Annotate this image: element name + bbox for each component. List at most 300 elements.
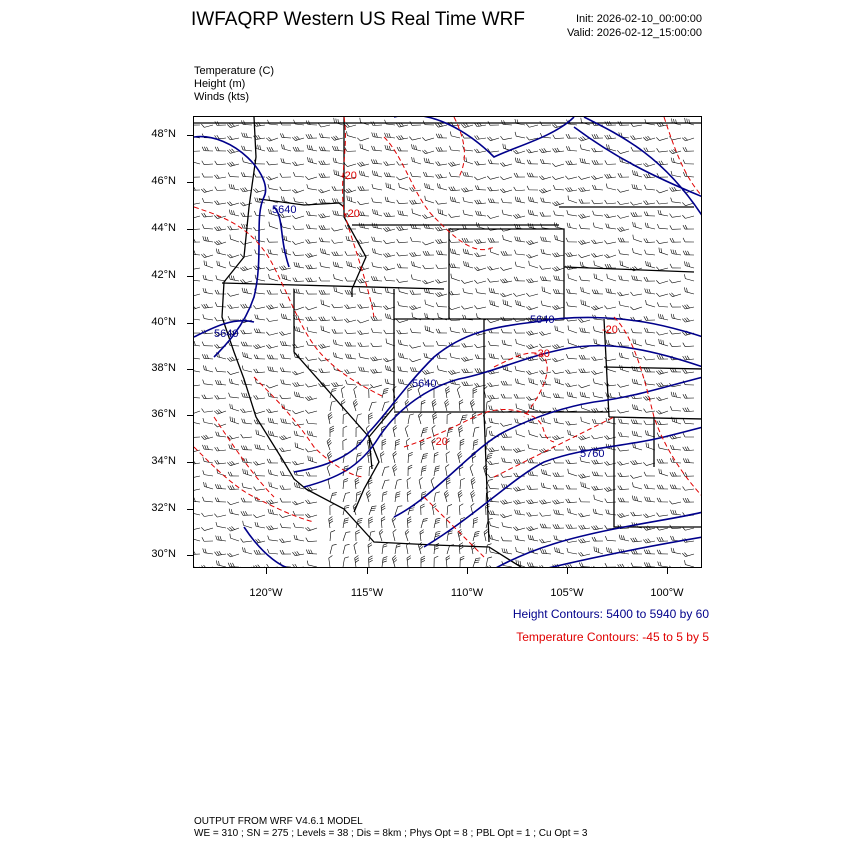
wind-barb xyxy=(371,209,383,216)
wind-barb xyxy=(670,458,681,463)
wind-barb xyxy=(500,160,512,167)
temp-contour xyxy=(404,410,554,448)
temperature-contour-label: -30 xyxy=(534,348,550,360)
wind-barb xyxy=(384,276,395,281)
wind-barb xyxy=(410,290,421,294)
wind-barb xyxy=(343,556,349,568)
wind-barb xyxy=(254,472,265,476)
wind-barb xyxy=(470,490,477,502)
wind-barb xyxy=(227,251,239,258)
wind-barb xyxy=(618,353,630,359)
wind-barb xyxy=(409,303,421,310)
wind-barb xyxy=(385,183,397,190)
wind-barb xyxy=(657,511,668,517)
wind-barb xyxy=(253,186,265,193)
wind-barb xyxy=(513,290,525,297)
wind-barb xyxy=(631,419,642,424)
wind-barb xyxy=(593,261,605,268)
wind-barb xyxy=(540,483,552,489)
wind-barb xyxy=(356,426,360,437)
wind-barb xyxy=(194,238,200,242)
map-panel xyxy=(193,116,702,568)
wind-barb xyxy=(358,329,369,335)
wind-barb xyxy=(405,425,412,437)
wind-barb xyxy=(604,251,616,258)
wind-barb xyxy=(514,329,525,333)
wind-barb xyxy=(630,199,642,206)
wind-barb xyxy=(396,121,408,127)
wind-barb xyxy=(631,276,642,281)
wind-barb xyxy=(267,147,278,151)
wind-barb xyxy=(279,537,291,543)
wind-barb xyxy=(369,505,376,517)
wind-barb xyxy=(345,147,356,151)
wind-barb xyxy=(513,524,525,531)
wind-barb xyxy=(371,276,382,281)
wind-barb xyxy=(319,238,330,242)
wind-barb xyxy=(357,160,369,167)
wind-barb xyxy=(656,264,668,271)
wind-barb xyxy=(266,524,278,530)
wind-barb xyxy=(330,400,336,412)
lon-tick xyxy=(667,568,668,574)
wind-barb xyxy=(618,328,629,333)
wind-barb xyxy=(254,355,265,359)
wind-barb xyxy=(227,368,239,375)
wind-barb xyxy=(552,251,564,257)
wind-barb xyxy=(305,303,317,310)
wind-barb xyxy=(241,483,253,489)
wind-barb xyxy=(384,197,396,203)
wind-barb xyxy=(461,303,473,310)
wind-barb xyxy=(279,433,291,440)
wind-barb xyxy=(318,121,330,127)
wind-barb xyxy=(201,186,213,193)
wind-barb xyxy=(683,147,694,151)
wind-barb xyxy=(448,368,460,375)
wind-barb xyxy=(293,225,304,230)
wind-barb xyxy=(540,417,552,424)
wind-barb xyxy=(567,469,579,476)
wind-barb xyxy=(397,210,408,216)
wind-barb xyxy=(319,147,330,151)
wind-barb xyxy=(319,199,330,203)
wind-barb xyxy=(580,118,592,125)
wind-barb xyxy=(592,537,603,541)
wind-barb xyxy=(371,328,382,333)
wind-barb xyxy=(592,185,603,190)
wind-barb xyxy=(657,561,668,567)
wind-barb xyxy=(488,353,500,359)
wind-barb xyxy=(418,412,425,424)
wind-barb xyxy=(578,173,590,180)
wind-barb xyxy=(357,199,369,205)
temp-contour xyxy=(194,447,314,522)
wind-barb xyxy=(353,399,360,411)
wind-barb xyxy=(513,212,525,219)
wind-barb xyxy=(552,355,564,362)
wind-barb xyxy=(371,302,382,307)
wind-barb xyxy=(203,261,215,268)
wind-barb xyxy=(447,413,451,424)
wind-barb xyxy=(553,547,565,554)
wind-barb xyxy=(281,274,293,281)
wind-barb xyxy=(514,394,525,398)
wind-barb xyxy=(330,491,337,503)
wind-barb xyxy=(436,238,447,244)
wind-barb xyxy=(475,222,487,229)
height-contour xyxy=(274,207,289,267)
wind-barb xyxy=(527,173,538,177)
lat-label-44: 44°N xyxy=(151,222,176,234)
wind-barb xyxy=(214,238,226,245)
wind-barb xyxy=(215,536,226,541)
wind-barb xyxy=(578,251,590,258)
wind-barb xyxy=(371,132,382,138)
wind-barb xyxy=(382,439,386,450)
wind-barb xyxy=(657,444,669,450)
wind-barb xyxy=(241,537,252,542)
lat-label-38: 38°N xyxy=(151,362,176,374)
wind-barb xyxy=(605,184,617,190)
wind-barb xyxy=(526,121,538,128)
wind-barb xyxy=(279,264,291,270)
height-contour xyxy=(494,512,702,568)
wind-barb xyxy=(384,212,395,217)
wind-barb xyxy=(527,535,539,541)
wind-barb xyxy=(488,186,499,191)
wind-barb xyxy=(657,420,668,425)
wind-barb xyxy=(281,248,293,255)
wind-barb xyxy=(553,393,564,398)
wind-barb xyxy=(644,472,655,476)
wind-barb xyxy=(381,517,386,528)
wind-barb xyxy=(194,225,200,230)
wind-barb xyxy=(500,498,512,505)
wind-barb xyxy=(241,172,252,177)
wind-barb xyxy=(326,438,333,450)
wind-barb xyxy=(194,276,200,281)
wind-barb xyxy=(579,498,590,502)
wind-barb xyxy=(462,288,474,294)
wind-barb xyxy=(605,199,616,204)
wind-barb xyxy=(266,329,278,336)
wind-barb xyxy=(473,426,479,438)
wind-barb xyxy=(473,439,478,450)
wind-barb xyxy=(420,530,425,541)
wind-barb xyxy=(305,407,317,414)
wind-barb xyxy=(579,355,590,359)
wind-barb xyxy=(486,517,493,529)
wind-barb xyxy=(604,303,616,309)
wind-barb xyxy=(513,498,525,505)
wind-barb xyxy=(579,328,590,333)
wind-barb xyxy=(293,277,304,282)
wind-barb xyxy=(501,235,513,242)
wind-barb xyxy=(194,314,201,320)
wind-barb xyxy=(605,223,616,229)
wind-barb xyxy=(228,275,240,281)
wind-barb xyxy=(553,211,564,216)
wind-barb xyxy=(528,261,540,268)
wind-barb xyxy=(593,274,605,281)
wind-barb xyxy=(202,173,213,177)
lat-label-46: 46°N xyxy=(151,175,176,187)
wind-barb xyxy=(241,133,252,138)
wind-barb xyxy=(471,477,477,489)
wind-barb xyxy=(240,186,252,192)
wind-barb xyxy=(461,355,473,362)
wind-barb xyxy=(202,147,213,151)
wind-barb xyxy=(448,303,460,310)
wind-barb xyxy=(319,290,330,294)
wind-barb xyxy=(202,470,213,476)
wind-barb xyxy=(383,355,395,362)
wind-barb xyxy=(487,381,499,387)
wind-barb xyxy=(449,353,461,359)
wind-barb xyxy=(254,236,266,242)
map-canvas xyxy=(194,117,702,568)
wind-barb xyxy=(240,277,252,284)
wind-barb xyxy=(632,235,644,242)
wind-barb xyxy=(319,368,330,373)
wind-barb xyxy=(229,235,241,242)
wind-barb xyxy=(241,547,253,554)
wind-barb xyxy=(553,418,565,424)
wind-barb xyxy=(644,550,655,554)
wind-barb xyxy=(566,548,578,554)
wind-barb xyxy=(527,562,538,567)
wind-barb xyxy=(592,485,603,490)
wind-barb xyxy=(488,199,499,203)
wind-barb xyxy=(194,329,200,333)
wind-barb xyxy=(202,445,213,450)
wind-barb xyxy=(540,264,551,270)
wind-barb xyxy=(319,316,330,321)
wind-barb xyxy=(579,287,591,294)
wind-barb xyxy=(410,328,421,333)
wind-barb xyxy=(579,145,591,151)
wind-barb xyxy=(332,146,343,151)
wind-barb xyxy=(565,381,577,387)
wind-barb xyxy=(228,485,239,490)
wind-barb xyxy=(423,342,434,346)
wind-barb xyxy=(593,495,605,502)
temp-contour xyxy=(664,117,702,197)
wind-barb xyxy=(366,490,373,502)
wind-barb xyxy=(644,355,655,360)
wind-barb xyxy=(343,543,350,555)
wind-barb xyxy=(475,160,486,165)
wind-barb xyxy=(292,186,304,194)
wind-barb xyxy=(591,563,603,568)
wind-barb xyxy=(592,379,604,385)
wy-box xyxy=(449,229,564,319)
variable-height-label: Height (m) xyxy=(194,78,246,90)
wind-barb xyxy=(669,290,681,297)
wind-barb xyxy=(306,316,317,321)
wind-barb xyxy=(459,400,464,411)
wind-barb xyxy=(617,459,629,466)
wind-barb xyxy=(553,185,564,190)
wind-barb xyxy=(408,465,412,476)
wind-barb xyxy=(683,342,694,347)
wind-barb xyxy=(214,199,226,205)
wind-barb xyxy=(254,394,265,399)
wind-barb xyxy=(254,121,265,127)
wind-barb xyxy=(473,387,477,398)
wind-barb xyxy=(328,556,333,567)
wind-barb xyxy=(474,121,486,127)
wind-barb xyxy=(423,264,434,269)
wind-barb xyxy=(446,452,451,463)
wind-barb xyxy=(241,329,252,334)
wind-barb xyxy=(279,446,291,452)
wind-barb xyxy=(605,509,616,515)
wind-barb xyxy=(358,342,369,347)
wind-barb xyxy=(591,433,603,439)
wind-barb xyxy=(656,238,668,244)
wind-barb xyxy=(227,498,239,505)
wind-barb xyxy=(631,222,643,229)
wind-barb xyxy=(359,144,371,151)
wind-barb xyxy=(605,173,616,178)
wind-barb xyxy=(371,184,383,190)
wind-barb xyxy=(194,407,200,414)
wind-barb xyxy=(371,248,383,255)
wind-barb xyxy=(202,303,213,308)
wind-barb xyxy=(280,173,291,177)
wind-barb xyxy=(345,329,356,334)
wind-barb xyxy=(553,524,564,528)
wind-barb xyxy=(434,465,440,477)
wind-barb xyxy=(448,160,460,167)
wind-barb xyxy=(242,469,254,476)
wind-barb xyxy=(380,451,386,463)
wind-barb xyxy=(475,199,486,204)
wind-barb xyxy=(470,399,477,411)
wind-barb xyxy=(391,516,398,528)
wind-barb xyxy=(618,432,629,437)
wind-barb xyxy=(656,407,668,414)
wind-barb xyxy=(592,472,603,476)
wind-barb xyxy=(488,510,499,515)
wind-barb xyxy=(683,225,694,229)
wind-barb xyxy=(566,134,577,138)
wind-barb xyxy=(241,498,252,502)
wind-barb xyxy=(565,186,577,192)
wind-barb xyxy=(591,303,603,311)
wind-barb xyxy=(657,498,668,502)
wind-barb xyxy=(515,430,527,437)
lon-tick xyxy=(467,568,468,574)
wind-barb xyxy=(267,249,279,255)
wind-barb xyxy=(294,442,306,450)
wind-barb xyxy=(591,355,603,361)
wind-barb xyxy=(409,342,421,349)
wind-barb xyxy=(397,225,408,231)
wind-barb xyxy=(486,543,491,554)
wind-barb xyxy=(682,550,694,557)
wind-barb xyxy=(306,431,318,437)
wind-barb xyxy=(408,413,414,425)
wind-barb xyxy=(436,147,447,151)
wind-barb xyxy=(472,413,477,424)
wind-barb xyxy=(578,472,590,479)
wind-barb xyxy=(292,550,304,556)
wind-barb xyxy=(539,368,551,374)
wind-barb xyxy=(424,300,436,307)
wind-barb xyxy=(320,300,332,307)
wind-barb xyxy=(343,517,349,529)
wind-barb xyxy=(267,459,278,463)
wind-barb xyxy=(227,160,239,167)
wind-barb xyxy=(397,329,408,334)
wind-barb xyxy=(384,160,395,166)
temperature-contours-legend: Temperature Contours: -45 to 5 by 5 xyxy=(516,630,709,644)
wind-barb xyxy=(447,504,452,515)
wind-barb xyxy=(617,212,629,219)
wind-barb xyxy=(631,329,642,333)
wind-barb xyxy=(578,238,590,245)
wind-barb xyxy=(527,160,538,164)
wind-barb xyxy=(552,199,564,206)
wind-barb xyxy=(618,472,629,477)
wind-barb xyxy=(656,329,668,335)
wind-barb xyxy=(670,445,681,450)
wind-barb xyxy=(371,368,382,373)
wind-barb xyxy=(630,459,642,465)
wind-barb xyxy=(449,238,460,242)
wind-barb xyxy=(449,327,461,333)
wind-barb xyxy=(631,482,643,489)
wind-barb xyxy=(540,549,551,554)
wind-barb xyxy=(617,511,629,518)
wind-barb xyxy=(318,186,330,193)
wind-barb xyxy=(228,184,240,190)
temperature-contour-label: -20 xyxy=(602,324,618,336)
wind-barb xyxy=(683,472,694,476)
wind-barb xyxy=(215,302,226,307)
wind-barb xyxy=(305,524,317,531)
wind-barb xyxy=(345,354,356,359)
wind-barb xyxy=(344,303,356,309)
wind-barb xyxy=(306,277,317,282)
wind-barb xyxy=(242,521,254,528)
wind-barb xyxy=(617,199,629,205)
wind-barb xyxy=(404,529,411,541)
wind-barb xyxy=(643,134,655,141)
wind-barb xyxy=(514,197,526,203)
wind-barb xyxy=(292,407,304,414)
wind-barb xyxy=(618,498,629,502)
wind-barb xyxy=(526,147,538,153)
wind-barb xyxy=(514,236,525,242)
wind-barbs-layer xyxy=(194,118,695,568)
wind-barb xyxy=(331,134,343,141)
wind-barb xyxy=(460,439,464,450)
wind-barb xyxy=(421,556,425,567)
wind-barb xyxy=(488,418,500,424)
wind-barb xyxy=(670,225,681,229)
wind-barb xyxy=(384,133,395,138)
wind-barb xyxy=(618,301,630,307)
wind-barb xyxy=(227,524,239,531)
wind-barb xyxy=(397,199,408,204)
wind-barb xyxy=(215,147,226,151)
wind-barb xyxy=(369,387,373,398)
wind-barb xyxy=(527,485,538,489)
